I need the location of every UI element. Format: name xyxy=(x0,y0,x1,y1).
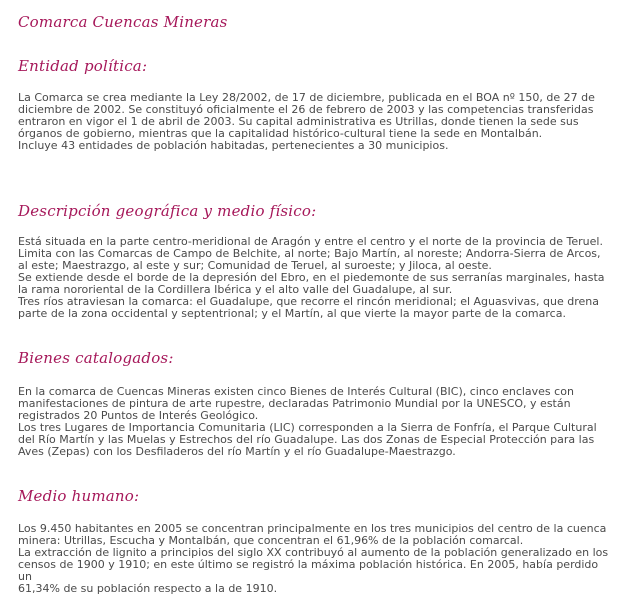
paragraph-descripcion-geografica xyxy=(18,236,610,320)
heading-descripcion-geografica: Descripción geográfica y medio físico: xyxy=(18,202,317,220)
paragraph-medio-humano xyxy=(18,523,610,595)
text-line: Limita con las Comarcas de Campo de Belchite, al norte; Bajo Martín, al noreste; Andorra-Sierra de Arcos, xyxy=(18,247,601,260)
text-line: Los 9.450 habitantes en 2005 se concentran principalmente en los tres municipios del centro de la cuenca xyxy=(18,522,607,535)
heading-medio-humano: Medio humano: xyxy=(18,487,140,505)
text-line: la rama nororiental de la Cordillera Ibérica y el alto valle del Guadalupe, al sur. xyxy=(18,283,453,296)
text-line: registrados 20 Puntos de Interés Geológico. xyxy=(18,409,259,422)
text-line: En la comarca de Cuencas Mineras existen cinco Bienes de Interés Cultural (BIC), cinco enclaves con xyxy=(18,385,574,398)
text-line: diciembre de 2002. Se constituyó oficialmente el 26 de febrero de 2003 y las competencias transferidas xyxy=(18,103,594,116)
paragraph-bienes-catalogados xyxy=(18,386,610,458)
text-line: entraron en vigor el 1 de abril de 2003. Su capital administrativa es Utrillas, donde tienen la sede sus xyxy=(18,115,579,128)
text-line: Se extiende desde el borde de la depresión del Ebro, en el piedemonte de sus serranías marginales, hasta xyxy=(18,271,605,284)
paragraph-entidad-politica xyxy=(18,92,610,152)
page-title: Comarca Cuencas Mineras xyxy=(18,13,228,31)
text-line: del Río Martín y las Muelas y Estrechos del río Guadalupe. Las dos Zonas de Especial Protección para las xyxy=(18,433,595,446)
text-line: La extracción de lignito a principios del siglo XX contribuyó al aumento de la población generalizado en los xyxy=(18,546,609,559)
text-line: Incluye 43 entidades de población habitadas, pertenecientes a 30 municipios. xyxy=(18,139,449,152)
text-line: parte de la zona occidental y septentrional; y el Martín, al que vierte la mayor parte de la comarca. xyxy=(18,307,566,320)
text-line: Tres ríos atraviesan la comarca: el Guadalupe, que recorre el rincón meridional; el Aguasvivas, que drena xyxy=(18,295,599,308)
text-line: Aves (Zepas) con los Desfiladeros del río Martín y el río Guadalupe-Maestrazgo. xyxy=(18,445,456,458)
heading-bienes-catalogados: Bienes catalogados: xyxy=(18,349,174,367)
text-line: 61,34% de su población respecto a la de 1910. xyxy=(18,582,278,595)
text-line: minera: Utrillas, Escucha y Montalbán, que concentran el 61,96% de la población comarcal. xyxy=(18,534,524,547)
text-line: manifestaciones de pintura de arte rupestre, declaradas Patrimonio Mundial por la UNESCO, y están xyxy=(18,397,571,410)
heading-entidad-politica: Entidad política: xyxy=(18,57,148,75)
text-line: La Comarca se crea mediante la Ley 28/2002, de 17 de diciembre, publicada en el BOA nº 150, de 27 de xyxy=(18,91,595,104)
text-line: Los tres Lugares de Importancia Comunitaria (LIC) corresponden a la Sierra de Fonfría, el Parque Cultural xyxy=(18,421,597,434)
text-line: al este; Maestrazgo, al este y sur; Comunidad de Teruel, al suroeste; y Jiloca, al oeste. xyxy=(18,259,492,272)
text-line: Está situada en la parte centro-meridional de Aragón y entre el centro y el norte de la provincia de Teruel. xyxy=(18,235,603,248)
text-line: censos de 1900 y 1910; en este último se registró la máxima población histórica. En 2005, había perdido un xyxy=(18,558,599,583)
text-line: órganos de gobierno, mientras que la capitalidad histórico-cultural tiene la sede en Montalbán. xyxy=(18,127,543,140)
